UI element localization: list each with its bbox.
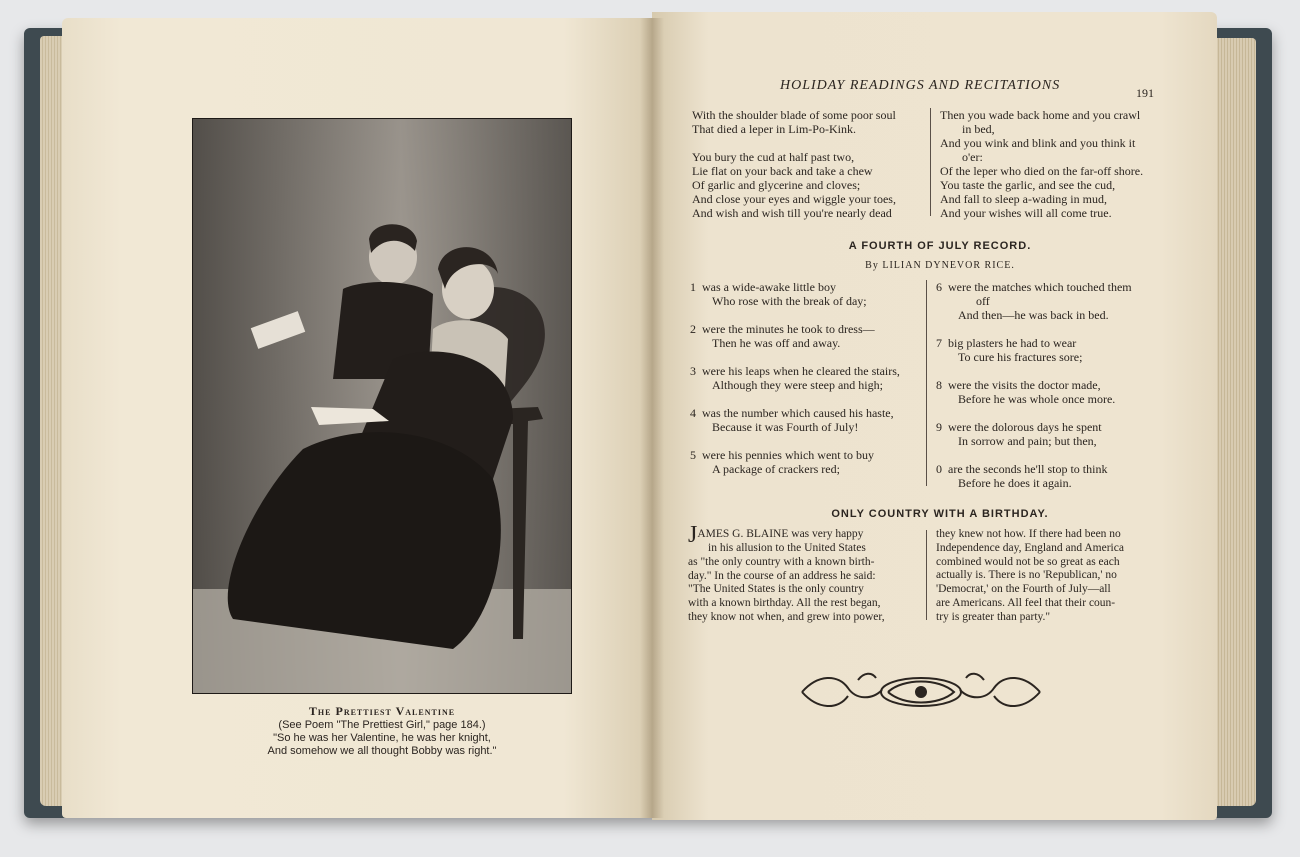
stanza-line: were his pennies which went to buy [702,448,874,462]
top-poem-left-column [692,108,896,220]
stanza-line: was the number which caused his haste, [702,406,894,420]
column-divider [926,530,927,620]
stanza-line: off [976,294,990,308]
stanza-line: Because it was Fourth of July! [712,420,859,434]
column-divider [930,108,931,216]
drop-cap: J [688,522,698,548]
photograph-couple [192,118,572,694]
stanza-number: 8 [936,378,942,392]
article-line: they knew not how. If there had been no [936,528,1121,540]
poem-line: And close your eyes and wiggle your toes, [692,192,896,206]
stanza-number: 1 [690,280,696,294]
poem-line: And fall to sleep a-wading in mud, [940,192,1107,206]
article-line: 'Democrat,' on the Fourth of July—all [936,583,1111,596]
poem-right-column [936,280,1132,504]
book-gutter [640,18,664,818]
stanza-number: 6 [936,280,942,294]
stanza-line: were the visits the doctor made, [948,378,1101,392]
stanza-number: 9 [936,420,942,434]
stanza-line: big plasters he had to wear [948,336,1077,350]
poem-title: A FOURTH OF JULY RECORD. [848,240,1032,252]
stanza [690,322,900,350]
stanza-line: are the seconds he'll stop to think [948,462,1108,476]
photo-caption-note [200,719,564,758]
top-poem-right-column [940,108,1143,220]
caption-quote-line-1: "So he was her Valentine, he was her knight, [273,732,491,744]
article-title: ONLY COUNTRY WITH A BIRTHDAY. [831,508,1049,520]
stanza-line: A package of crackers red; [712,462,840,476]
column-divider [926,280,927,486]
poem-left-column [690,280,900,490]
stanza-line: And then—he was back in bed. [958,308,1109,322]
poem-line: With the shoulder blade of some poor soul [692,108,896,122]
stanza-line: were his leaps when he cleared the stairs, [702,364,900,378]
page-number: 191 [1136,86,1154,100]
poem-line: You taste the garlic, and see the cud, [940,178,1116,192]
stanza-line: Before he does it again. [958,476,1072,490]
stanza-line: Although they were steep and high; [712,378,883,392]
poem-line: Of garlic and glycerine and cloves; [692,178,861,192]
caption-quote-line-2: And somehow we all thought Bobby was right." [267,745,497,757]
stanza-number: 3 [690,364,696,378]
running-header: HOLIDAY READINGS AND RECITATIONS [780,78,1061,93]
caption-note-line: (See Poem "The Prettiest Girl," page 184.) [278,719,486,731]
article-line: AMES G. BLAINE was very happy [697,528,864,540]
article-line: are Americans. All feel that their coun- [936,596,1116,609]
stanza [690,364,900,392]
stanza-number: 7 [936,336,942,350]
stanza [936,280,1132,322]
stanza-line: was a wide-awake little boy [702,280,836,294]
poem-line: Lie flat on your back and take a chew [692,164,873,178]
stanza-number: 2 [690,322,696,336]
article-line: "The United States is the only country [688,583,864,596]
stanza [936,420,1132,448]
poem-line: And your wishes will all come true. [940,206,1112,220]
stanza [690,448,900,476]
photo-caption-title: The Prettiest Valentine [308,704,456,718]
poem-line: o'er: [962,150,983,164]
stanza [936,462,1132,490]
stanza-line: Then he was off and away. [712,336,841,350]
poem-line: And wish and wish till you're nearly dead [692,206,892,220]
stanza-line: were the dolorous days he spent [948,420,1102,434]
poem-line: And you wink and blink and you think it [940,136,1136,150]
stanza [936,378,1132,406]
poem-line: You bury the cud at half past two, [692,150,855,164]
stanza [690,280,900,308]
stanza-number: 5 [690,448,696,462]
stanza-line: Who rose with the break of day; [712,294,867,308]
decorative-ornament [798,668,1044,716]
poem-line: Then you wade back home and you crawl [940,108,1141,122]
article-line: with a known birthday. All the rest began, [688,597,881,610]
photograph-illustration [193,119,571,693]
article-line: as "the only country with a known birth- [688,555,875,568]
stanza-line: To cure his fractures sore; [958,350,1083,364]
poem-line: That died a leper in Lim-Po-Kink. [692,122,856,136]
stanza-number: 0 [936,462,942,476]
article-line: Independence day, England and America [936,541,1124,554]
article-line: they know not when, and grew into power, [688,610,885,623]
poem-line: Of the leper who died on the far-off shore. [940,164,1144,178]
poem-line: in bed, [962,122,995,136]
article-line: in his allusion to the United States [708,542,866,554]
stanza [690,406,900,434]
article-line: actually is. There is no 'Republican,' no [936,569,1117,582]
stanza-line: were the minutes he took to dress— [702,322,875,336]
article-line: combined would not be so great as each [936,555,1120,568]
stanza-line: Before he was whole once more. [958,392,1116,406]
stanza-line: were the matches which touched them [948,280,1132,294]
article-line: try is greater than party." [936,610,1051,623]
poem-author: By LILIAN DYNEVOR RICE. [865,260,1015,271]
article-right-column [936,528,1124,625]
article-line: day." In the course of an address he said: [688,569,876,582]
stanza [936,336,1132,364]
stanza-number: 4 [690,406,696,420]
article-left-column [688,522,885,625]
stanza-line: In sorrow and pain; but then, [958,434,1097,448]
